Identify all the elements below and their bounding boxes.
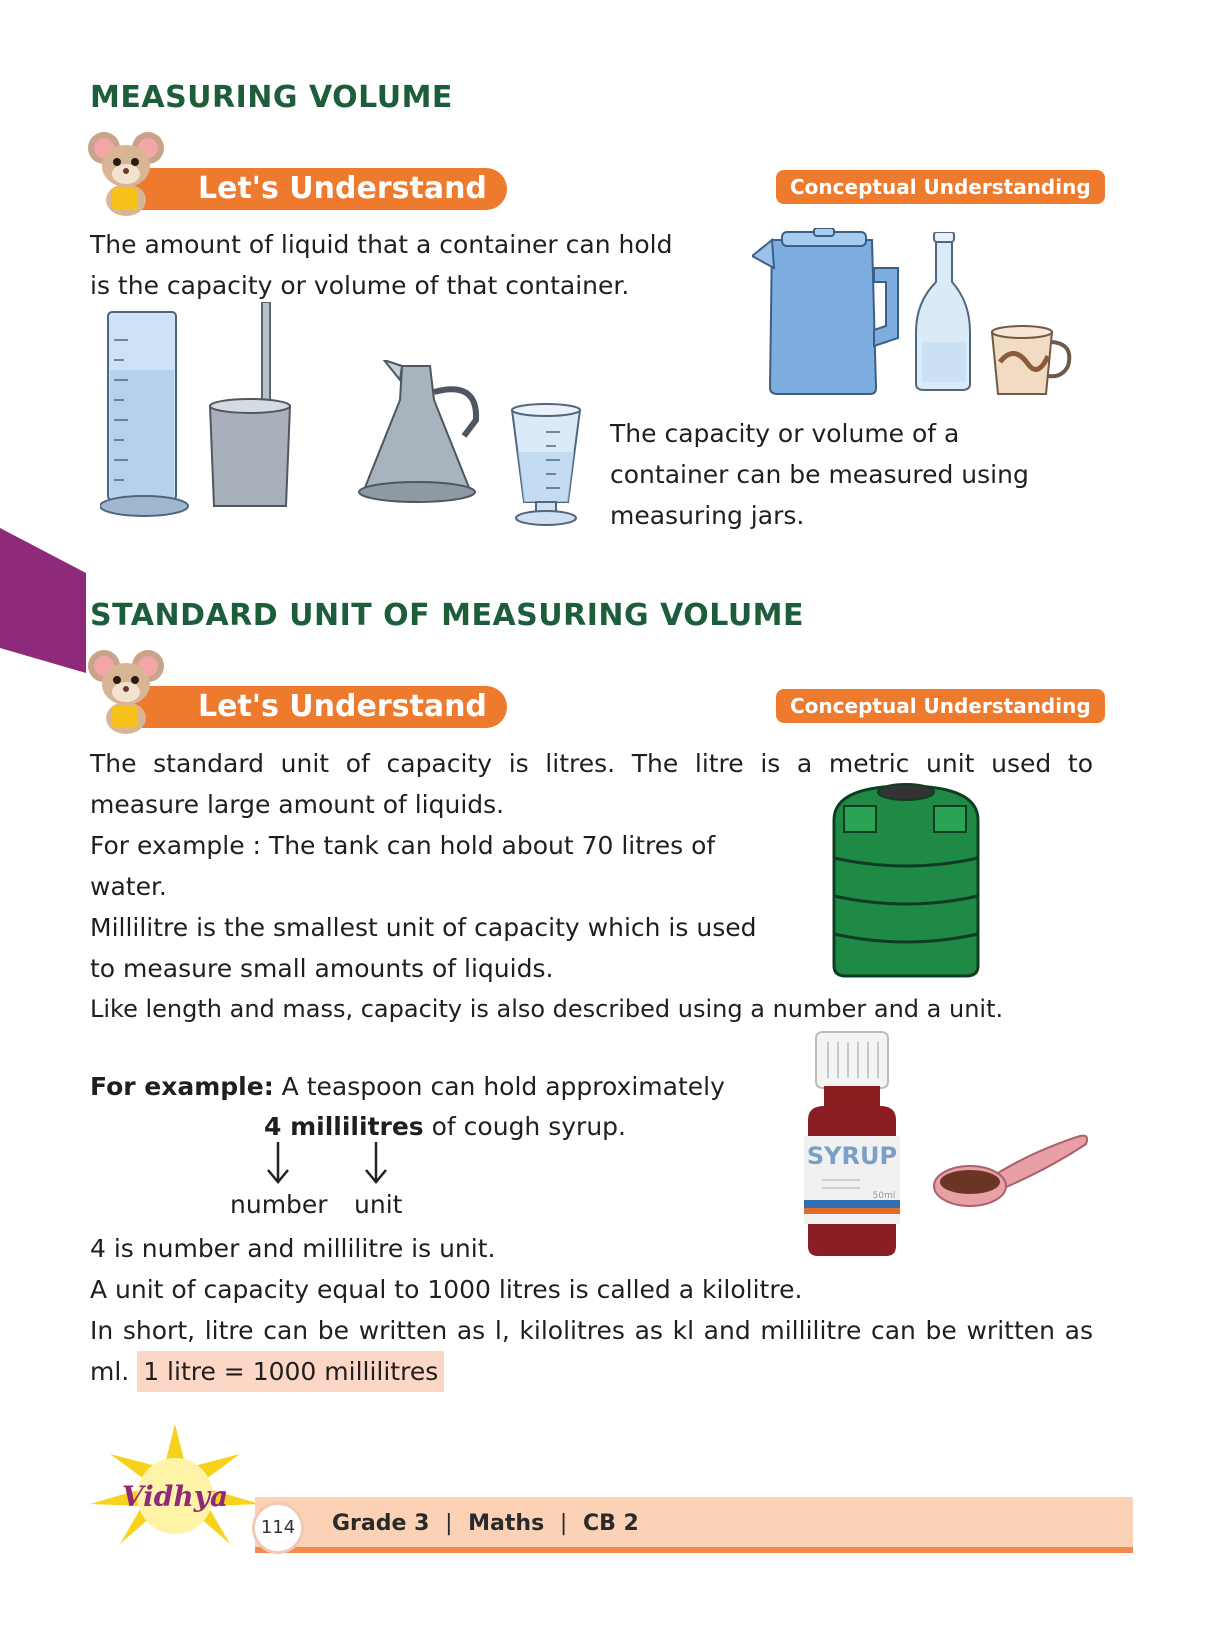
- conversion-highlight: 1 litre = 1000 millilitres: [137, 1351, 444, 1392]
- side-tab: [0, 528, 90, 673]
- text-line: A unit of capacity equal to 1000 litres is called a kilolitre.: [90, 1275, 803, 1304]
- text-line: measuring jars.: [610, 501, 805, 530]
- lets-understand-pill-2: Let's Understand: [120, 686, 507, 728]
- unit-label: unit: [354, 1190, 403, 1219]
- example-bold: 4 millilitres: [264, 1112, 424, 1141]
- text-line: container can be measured using: [610, 460, 1029, 489]
- spoon-icon: [930, 1122, 1090, 1212]
- page-number-circle: [252, 1502, 304, 1554]
- arrow-down-icon: [364, 1142, 388, 1186]
- text-line: The capacity or volume of a: [610, 419, 960, 448]
- text-line: 4 is number and millilitre is unit.: [90, 1234, 496, 1263]
- syrup-bottle-icon: [800, 1028, 904, 1260]
- arrow-down-icon: [266, 1142, 290, 1186]
- text-line: to measure small amounts of liquids.: [90, 954, 554, 983]
- text-line: For example : The tank can hold about 70 litres of: [90, 831, 716, 860]
- vidhya-logo-icon: [90, 1424, 260, 1554]
- footer-info: [332, 1500, 639, 1548]
- metal-measure-ladle-icon: [204, 302, 296, 514]
- number-label: number: [230, 1190, 328, 1219]
- mouse-mascot-icon: [86, 646, 166, 736]
- section2-text-bottom: [90, 1228, 1093, 1392]
- page-number: 114: [260, 1517, 296, 1538]
- footer-book: CB 2: [582, 1511, 639, 1536]
- water-tank-icon: [830, 780, 982, 980]
- measuring-cylinder-icon: [100, 310, 192, 520]
- oil-can-jug-icon: [354, 360, 484, 510]
- footer-subject: Maths: [468, 1511, 545, 1536]
- text-line: In short, litre can be written as l, kilolitres as kl and millilitre can be written as: [90, 1316, 1093, 1345]
- footer-separator: |: [445, 1511, 453, 1536]
- text-line: [90, 1351, 1093, 1392]
- logo-text: Vidhya: [121, 1480, 229, 1513]
- water-jug-icon: [752, 228, 902, 398]
- section-heading-standard-unit: STANDARD UNIT OF MEASURING VOLUME: [90, 598, 805, 633]
- measuring-cup-icon: [508, 402, 584, 528]
- example-line-2: [264, 1106, 764, 1147]
- example-line: [90, 1066, 790, 1107]
- conceptual-understanding-badge-2: Conceptual Understanding: [776, 689, 1105, 723]
- footer-separator: |: [559, 1511, 568, 1536]
- text-line: water.: [90, 872, 167, 901]
- text-fragment: ml.: [90, 1357, 138, 1386]
- conceptual-understanding-badge-1: Conceptual Understanding: [776, 170, 1105, 204]
- text-line: measure large amount of liquids.: [90, 790, 505, 819]
- syrup-label: SYRUP: [806, 1142, 898, 1170]
- ceramic-cup-icon: [988, 322, 1076, 400]
- glass-bottle-icon: [912, 232, 974, 394]
- text-line: is the capacity or volume of that container.: [90, 271, 630, 300]
- example-label: For example:: [90, 1072, 274, 1101]
- example-text: A teaspoon can hold approximately: [273, 1072, 725, 1101]
- lets-understand-pill-1: Let's Understand: [120, 168, 507, 210]
- text-line: The amount of liquid that a container can hold: [90, 230, 673, 259]
- text-line: Millilitre is the smallest unit of capacity which is used: [90, 913, 757, 942]
- example-rest: of cough syrup.: [423, 1112, 626, 1141]
- section1-paragraph1: [90, 224, 730, 306]
- section-heading-measuring-volume: MEASURING VOLUME: [90, 80, 453, 115]
- syrup-volume: 50ml: [872, 1191, 896, 1201]
- section1-paragraph2: [610, 413, 1090, 536]
- text-line: Like length and mass, capacity is also described using a number and a unit.: [90, 995, 1004, 1023]
- mouse-mascot-icon: [86, 128, 166, 218]
- text-line: The standard unit of capacity is litres. The litre is a metric unit used to: [90, 749, 1093, 778]
- footer-grade: Grade 3: [332, 1511, 430, 1536]
